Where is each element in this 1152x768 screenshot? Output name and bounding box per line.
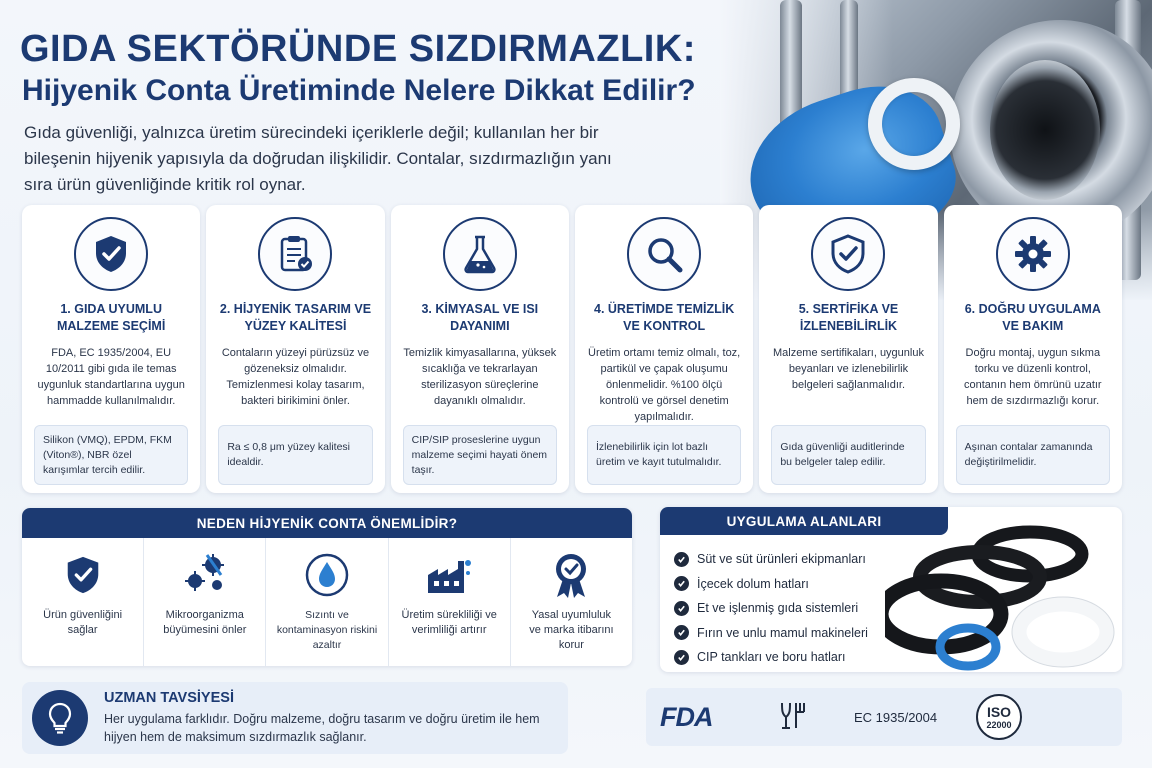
list-item bbox=[674, 645, 868, 670]
certificate-shield-icon bbox=[811, 217, 885, 291]
why-item-label: Mikroorganizma büyümesini önler bbox=[163, 609, 247, 636]
list-item bbox=[674, 596, 868, 621]
check-icon bbox=[674, 650, 689, 665]
card-certificate bbox=[759, 205, 937, 493]
tip-text: Her uygulama farklıdır. Doğru malzeme, doğru tasarım ve doğru üretim ile hem hijyen hem de maksimum sızdırmazlık sağlanır. bbox=[104, 712, 540, 744]
list-item-label: İçecek dolum hatları bbox=[697, 576, 809, 591]
lightbulb-icon bbox=[32, 690, 88, 746]
card-title: 1. GIDA UYUMLU MALZEME SEÇİMİ bbox=[56, 302, 166, 333]
card-design bbox=[206, 205, 384, 493]
gear-icon bbox=[996, 217, 1070, 291]
iso-badge bbox=[976, 694, 1022, 740]
card-title: 6. DOĞRU UYGULAMA VE BAKIM bbox=[964, 302, 1101, 333]
check-icon bbox=[674, 601, 689, 616]
microorganism-icon bbox=[144, 550, 265, 600]
card-text: Malzeme sertifikaları, uygunluk beyanları ve izlenebilirlik belgeleri sağlanmalıdır. bbox=[772, 347, 924, 391]
iso-number: 22000 bbox=[986, 720, 1012, 730]
list-item bbox=[674, 572, 868, 597]
check-icon bbox=[674, 552, 689, 567]
card-control bbox=[575, 205, 753, 493]
card-title: 5. SERTİFİKA VE İZLENEBİLİRLİK bbox=[798, 302, 899, 333]
food-contact-icon bbox=[778, 700, 810, 739]
page-subtitle: Hijyenik Conta Üretiminde Nelere Dikkat Edilir? bbox=[22, 74, 696, 107]
certifications-bar bbox=[646, 688, 1122, 746]
intro-text: Gıda güvenliği, yalnızca üretim sürecindeki içeriklerle değil; kullanılan her bir bileşenin hijyenik yapısıyla da doğrudan ilişkilidir. Contalar, sızdırmazlığın yanı sıra ürün güvenliğinde kritik rol oynar. bbox=[24, 123, 612, 194]
card-material bbox=[22, 205, 200, 493]
why-item bbox=[266, 538, 388, 666]
card-text: FDA, EC 1935/2004, EU 10/2011 gibi gıda ile temas uygunluk standartlarına uygun hammadde kullanılmalıdır. bbox=[37, 347, 185, 407]
card-text: Doğru montaj, uygun sıkma torku ve düzenli kontrol, contanın hem ömrünü uzatır hem de sızdırmazlığı korur. bbox=[964, 347, 1102, 407]
fda-logo: FDA bbox=[660, 702, 713, 732]
card-text: Temizlik kimyasallarına, yüksek sıcaklığa ve tekrarlayan sterilizasyon süreçlerine dayanıklı olmalıdır. bbox=[403, 347, 557, 407]
why-item bbox=[22, 538, 144, 666]
card-title: 3. KİMYASAL VE ISI DAYANIMI bbox=[421, 302, 539, 333]
card-text: Contaların yüzeyi pürüzsüz ve gözeneksiz olmalıdır. Temizlenmesi kolay tasarım, bakteri birikimini önler. bbox=[221, 347, 370, 407]
list-item-label: CIP tankları ve boru hatları bbox=[697, 650, 846, 665]
award-badge-icon bbox=[511, 550, 632, 600]
tip-title: UZMAN TAVSİYESİ bbox=[104, 690, 234, 706]
why-item bbox=[144, 538, 266, 666]
gasket-rings-image bbox=[885, 522, 1122, 672]
ec-standard: EC 1935/2004 bbox=[854, 710, 938, 725]
check-icon bbox=[674, 625, 689, 640]
card-note: İzlenebilirlik için lot bazlı üretim ve kayıt tutulmalıdır. bbox=[587, 425, 741, 485]
shield-check-icon bbox=[22, 550, 143, 600]
card-note: Gıda güvenliği auditlerinde bu belgeler talep edilir. bbox=[771, 425, 925, 485]
list-item bbox=[674, 621, 868, 646]
card-maintenance bbox=[944, 205, 1122, 493]
why-item bbox=[389, 538, 511, 666]
why-item-label: Sızıntı ve kontaminasyon riskini azaltır bbox=[276, 609, 378, 651]
iso-title: ISO bbox=[986, 704, 1012, 720]
check-icon bbox=[674, 576, 689, 591]
card-note: Aşınan contalar zamanında değiştirilmelidir. bbox=[956, 425, 1110, 485]
list-item bbox=[674, 547, 868, 572]
flask-icon bbox=[443, 217, 517, 291]
card-title: 2. HİJYENİK TASARIM VE YÜZEY KALİTESİ bbox=[219, 302, 372, 333]
why-item-label: Üretim sürekliliği ve verimliliği artırır bbox=[401, 609, 497, 636]
drop-icon bbox=[266, 550, 387, 600]
card-title: 4. ÜRETİMDE TEMİZLİK VE KONTROL bbox=[594, 302, 735, 333]
magnifier-icon bbox=[627, 217, 701, 291]
factory-icon bbox=[389, 550, 510, 600]
expert-tip bbox=[22, 682, 568, 754]
list-item-label: Fırın ve unlu mamul makineleri bbox=[697, 625, 868, 640]
card-note: Ra ≤ 0,8 μm yüzey kalitesi idealdir. bbox=[218, 425, 372, 485]
card-note: Silikon (VMQ), EPDM, FKM (Viton®), NBR özel karışımlar tercih edilir. bbox=[34, 425, 188, 485]
card-text: Üretim ortamı temiz olmalı, toz, partikül ve çapak oluşumu önlenmelidir. %100 ölçü kontrolü ve görsel denetim yapılmalıdır. bbox=[588, 347, 741, 423]
list-item-label: Et ve işlenmiş gıda sistemleri bbox=[697, 601, 859, 616]
why-item-label: Yasal uyumluluk ve marka itibarını korur bbox=[529, 609, 614, 651]
card-note: CIP/SIP proseslerine uygun malzeme seçimi hayati önem taşır. bbox=[403, 425, 557, 485]
apps-heading: UYGULAMA ALANLARI bbox=[660, 507, 948, 535]
card-chemical bbox=[391, 205, 569, 493]
clipboard-check-icon bbox=[258, 217, 332, 291]
why-item-label: Ürün güvenliğini sağlar bbox=[43, 609, 123, 636]
why-heading: NEDEN HİJYENİK CONTA ÖNEMLİDİR? bbox=[22, 508, 632, 538]
why-item bbox=[511, 538, 632, 666]
white-gasket bbox=[868, 78, 960, 170]
shield-check-icon bbox=[74, 217, 148, 291]
criteria-cards bbox=[22, 205, 1122, 493]
list-item-label: Süt ve süt ürünleri ekipmanları bbox=[697, 552, 866, 567]
page-title: GIDA SEKTÖRÜNDE SIZDIRMAZLIK: bbox=[20, 28, 696, 70]
application-areas bbox=[660, 507, 1122, 672]
why-section bbox=[22, 508, 632, 666]
